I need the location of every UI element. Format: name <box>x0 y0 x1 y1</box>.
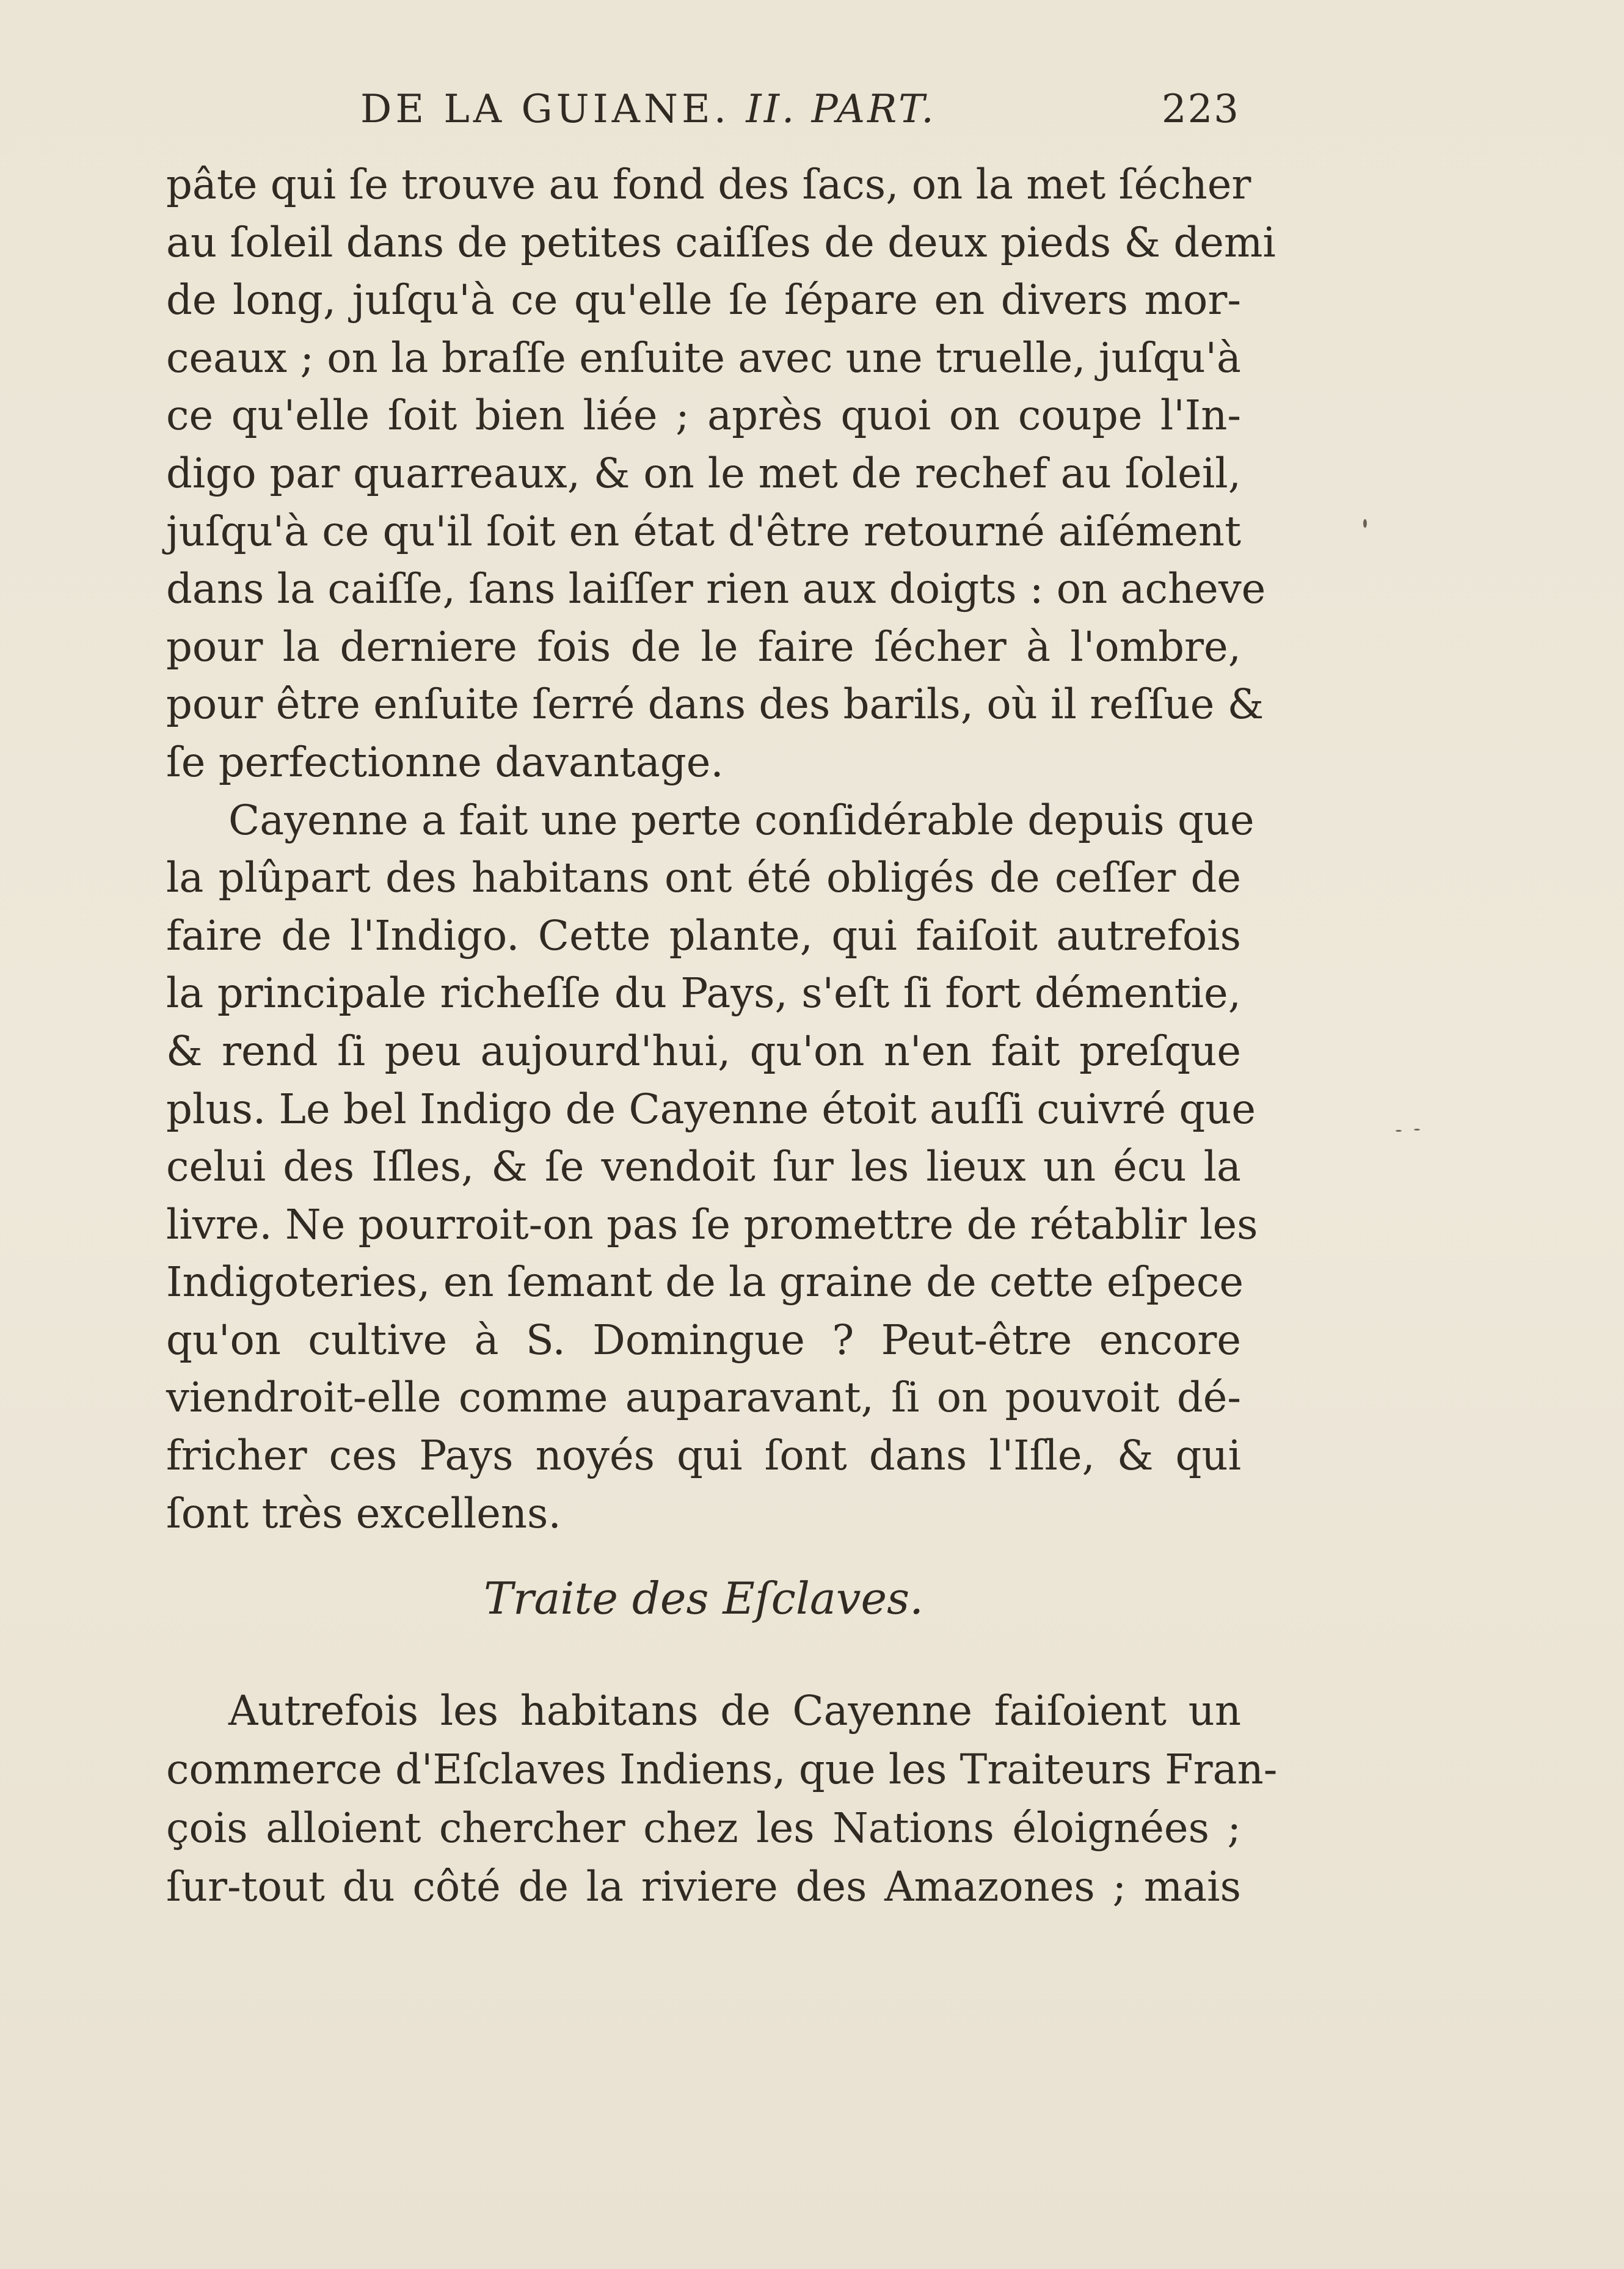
text-line: la principale richeſſe du Pays, s'eſt ſi fort démentie, <box>166 969 1241 1018</box>
text-line: viendroit-elle comme auparavant, ſi on pouvoit dé- <box>166 1374 1241 1422</box>
text-line: juſqu'à ce qu'il ſoit en état d'être retourné aiſément <box>166 507 1241 555</box>
text-line: plus. Le bel Indigo de Cayenne étoit auſſi cuivré que <box>166 1085 1256 1133</box>
text-line: pour la derniere fois de le faire ſécher à l'ombre, <box>166 622 1241 671</box>
text-line: fricher ces Pays noyés qui ſont dans l'Iſle, & qui <box>166 1432 1241 1480</box>
paper-speck <box>1363 519 1367 528</box>
text-line: Autrefois les habitans de Cayenne faiſoient un <box>228 1687 1241 1735</box>
text-line: dans la caiſſe, ſans laiſſer rien aux doigts : on acheve <box>166 565 1266 613</box>
text-line: digo par quarreaux, & on le met de rechef au ſoleil, <box>166 449 1241 497</box>
section-heading: Traite des Eſclaves. <box>484 1573 923 1624</box>
text-line: ceaux ; on la braſſe enſuite avec une truelle, juſqu'à <box>166 333 1241 382</box>
text-line: la plûpart des habitans ont été obligés de ceſſer de <box>166 854 1241 902</box>
paper-speck <box>1396 1130 1402 1132</box>
running-head <box>360 87 1240 148</box>
text-line: ce qu'elle ſoit bien liée ; après quoi on coupe l'In- <box>166 392 1241 440</box>
text-line: commerce d'Eſclaves Indiens, que les Traiteurs Fran- <box>166 1746 1278 1793</box>
text-line: Cayenne a fait une perte conſidérable depuis que <box>228 796 1254 844</box>
text-line: pour être enſuite ſerré dans des barils, où il reſſue & <box>166 680 1264 729</box>
running-title: DE LA GUIANE. II. PART. <box>360 87 936 132</box>
text-line: ſe perfectionne davantage. <box>166 738 724 786</box>
text-line: pâte qui ſe trouve au fond des ſacs, on la met ſécher <box>166 161 1251 208</box>
text-line: & rend ſi peu aujourd'hui, qu'on n'en fait preſque <box>166 1027 1241 1075</box>
body-text <box>166 156 1276 1542</box>
body-text-continued <box>166 1681 1278 1916</box>
text-line: celui des Iſles, & ſe vendoit ſur les lieux un écu la <box>166 1143 1241 1191</box>
text-line: au ſoleil dans de petites caiſſes de deux pieds & demi <box>166 218 1276 266</box>
text-line: faire de l'Indigo. Cette plante, qui faiſoit autrefois <box>166 911 1241 960</box>
text-line: de long, juſqu'à ce qu'elle ſe ſépare en divers mor- <box>166 276 1241 324</box>
part-label: II. PART. <box>746 87 936 132</box>
text-line: çois alloient chercher chez les Nations éloignées ; <box>166 1804 1241 1852</box>
text-line: Indigoteries, en ſemant de la graine de cette eſpece <box>166 1258 1244 1306</box>
page-number: 223 <box>1161 87 1240 132</box>
text-line: ſur-tout du côté de la riviere des Amazones ; mais <box>166 1863 1241 1910</box>
text-line: qu'on cultive à S. Domingue ? Peut-être encore <box>166 1316 1241 1364</box>
text-line: ſont très excellens. <box>166 1489 561 1537</box>
paper-speck <box>1414 1129 1420 1131</box>
text-line: livre. Ne pourroit-on pas ſe promettre de rétablir les <box>166 1200 1258 1248</box>
